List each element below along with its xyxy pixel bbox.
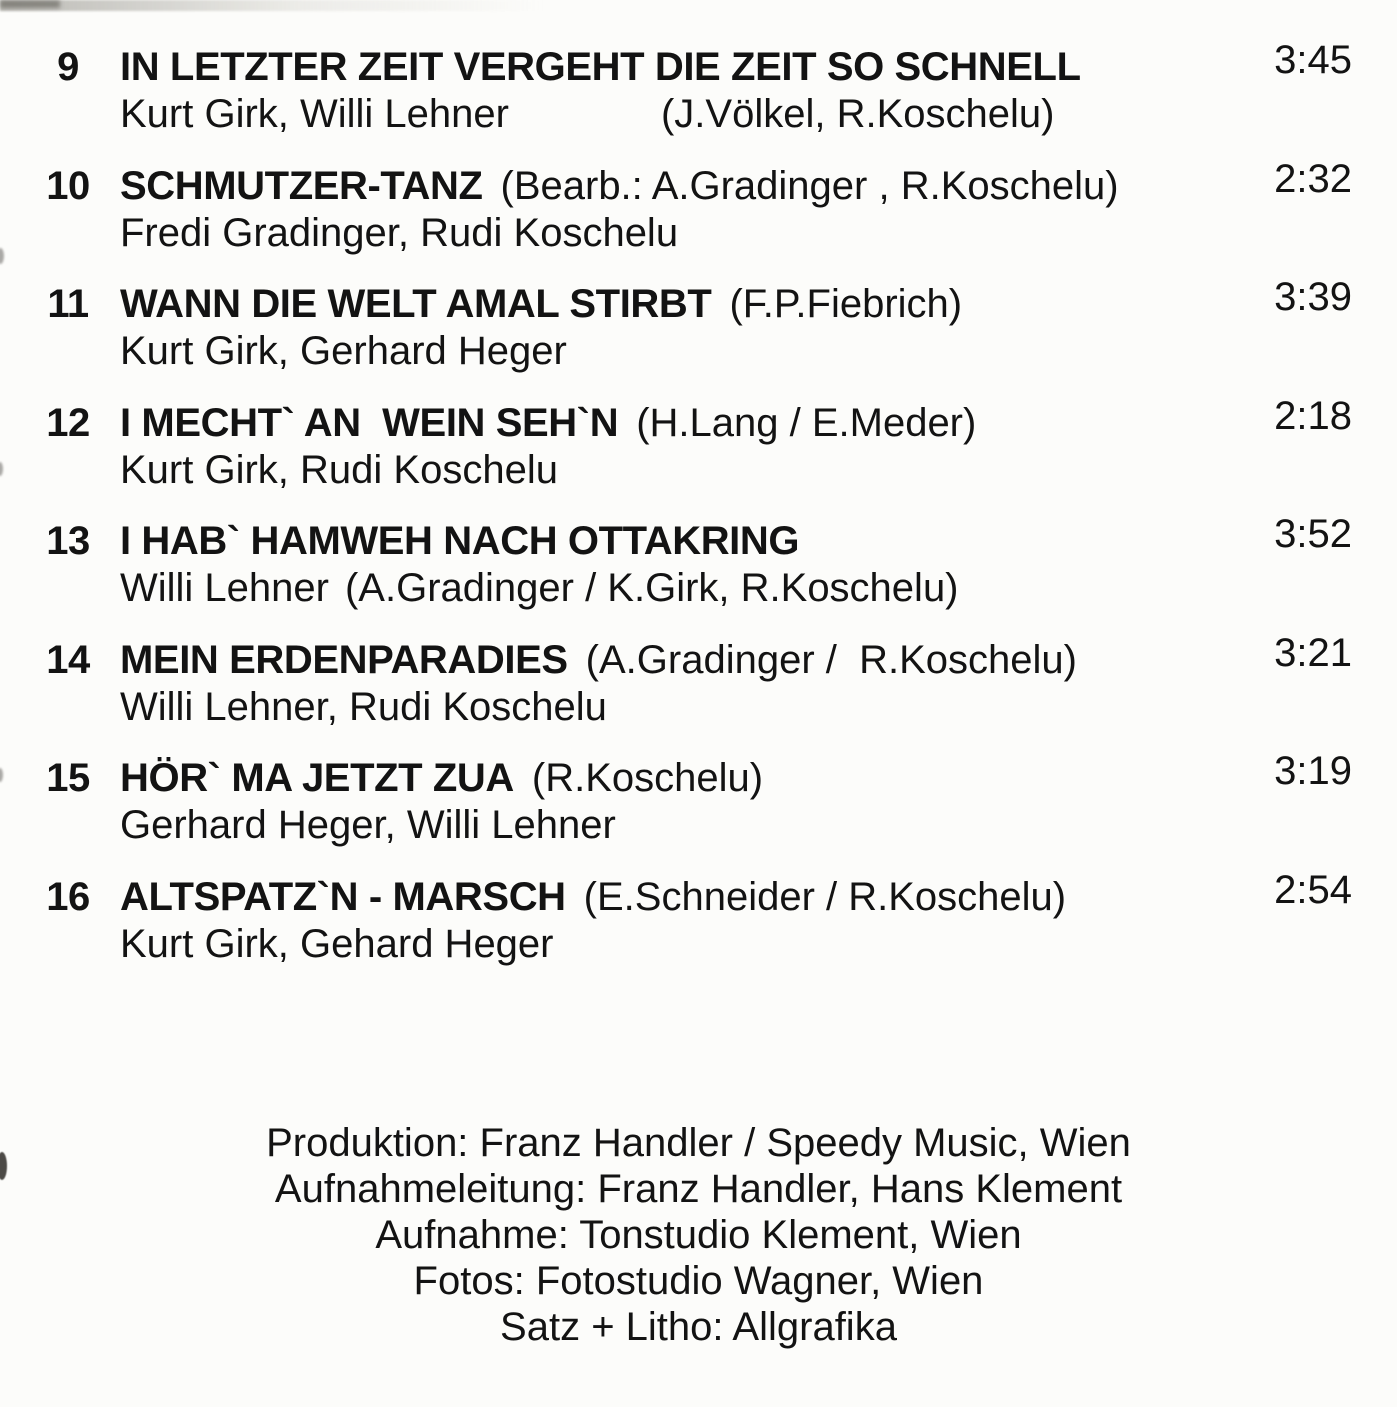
track-performers-line	[120, 802, 1352, 849]
track-title: ALTSPATZ`N - MARSCH	[120, 874, 566, 919]
track-performers-line	[120, 210, 1352, 257]
credit-line: Aufnahme: Tonstudio Klement, Wien	[375, 1213, 1022, 1257]
track-title: IN LETZTER ZEIT VERGEHT DIE ZEIT SO SCHNELL	[120, 45, 1081, 89]
track-row	[0, 156, 1397, 257]
track-title-composer: (Bearb.: A.Gradinger , R.Koschelu)	[500, 163, 1119, 208]
track-row	[0, 867, 1397, 968]
track-duration: 2:54	[1274, 867, 1352, 912]
track-title-line	[120, 512, 1352, 565]
credit-line: Fotos: Fotostudio Wagner, Wien	[413, 1259, 984, 1303]
track-title-composer: (H.Lang / E.Meder)	[636, 400, 977, 445]
scan-artifact-top-corner	[0, 0, 60, 8]
track-performers: Willi Lehner	[120, 566, 329, 610]
track-performers: Kurt Girk, Gerhard Heger	[120, 329, 567, 373]
track-duration: 2:18	[1274, 393, 1352, 438]
track-duration: 3:52	[1274, 512, 1352, 556]
track-title-line	[120, 275, 1352, 328]
track-duration: 2:32	[1274, 156, 1352, 201]
track-title-composer: (F.P.Fiebrich)	[729, 282, 963, 326]
credit-line: Aufnahmeleitung: Franz Handler, Hans Klement	[274, 1167, 1123, 1211]
track-performers-composer: (J.Völkel, R.Koschelu)	[660, 92, 1055, 136]
track-title: SCHMUTZER-TANZ	[120, 163, 483, 208]
track-number: 15	[46, 756, 90, 800]
track-row	[0, 275, 1397, 375]
track-number: 14	[46, 637, 90, 682]
track-performers: Fredi Gradinger, Rudi Koschelu	[120, 210, 679, 255]
track-title-line	[120, 393, 1352, 447]
track-number: 12	[46, 400, 90, 445]
track-performers: Kurt Girk, Willi Lehner	[120, 92, 509, 136]
track-performers: Gerhard Heger, Willi Lehner	[120, 803, 616, 847]
track-number: 9	[57, 45, 79, 89]
track-performers-line	[120, 328, 1352, 375]
track-title: HÖR` MA JETZT ZUA	[120, 756, 514, 800]
track-row	[0, 38, 1397, 138]
track-row	[0, 749, 1397, 849]
track-performers-line	[120, 684, 1352, 731]
track-number: 11	[47, 282, 89, 326]
track-title-composer: (R.Koschelu)	[531, 756, 764, 800]
track-title-line	[120, 630, 1352, 684]
credit-line: Produktion: Franz Handler / Speedy Music, Wien	[266, 1121, 1131, 1165]
track-title-line	[120, 867, 1352, 921]
track-performers-line	[120, 447, 1352, 494]
track-row	[0, 393, 1397, 494]
track-performers-line	[120, 565, 1352, 612]
track-title-line	[120, 156, 1352, 210]
track-title-composer: (A.Gradinger / R.Koschelu)	[585, 637, 1077, 682]
track-duration: 3:39	[1274, 275, 1352, 319]
track-row	[0, 630, 1397, 731]
track-title-composer: (E.Schneider / R.Koschelu)	[583, 874, 1067, 919]
scan-artifact-top-edge	[0, 0, 545, 11]
track-performers: Willi Lehner, Rudi Koschelu	[120, 684, 607, 729]
track-row	[0, 512, 1397, 612]
track-performers-line	[120, 91, 1352, 138]
track-performers: Kurt Girk, Gehard Heger	[120, 921, 554, 966]
track-number: 16	[46, 874, 90, 919]
track-number: 10	[46, 163, 90, 208]
track-title: WANN DIE WELT AMAL STIRBT	[120, 282, 712, 326]
track-list	[0, 38, 1397, 992]
track-title: I MECHT` AN WEIN SEH`N	[120, 400, 619, 445]
track-number: 13	[46, 519, 90, 563]
track-duration: 3:45	[1274, 38, 1352, 82]
track-title: I HAB` HAMWEH NACH OTTAKRING	[120, 519, 800, 563]
track-title-line	[120, 749, 1352, 802]
track-duration: 3:21	[1274, 630, 1352, 675]
track-duration: 3:19	[1274, 749, 1352, 793]
production-credits	[0, 1120, 1397, 1350]
track-performers-line	[120, 921, 1352, 968]
track-performers-composer: (A.Gradinger / K.Girk, R.Koschelu)	[344, 566, 959, 610]
credit-line: Satz + Litho: Allgrafika	[500, 1305, 897, 1349]
track-title: MEIN ERDENPARADIES	[120, 637, 568, 682]
track-title-line	[120, 38, 1352, 91]
track-performers: Kurt Girk, Rudi Koschelu	[120, 447, 558, 492]
